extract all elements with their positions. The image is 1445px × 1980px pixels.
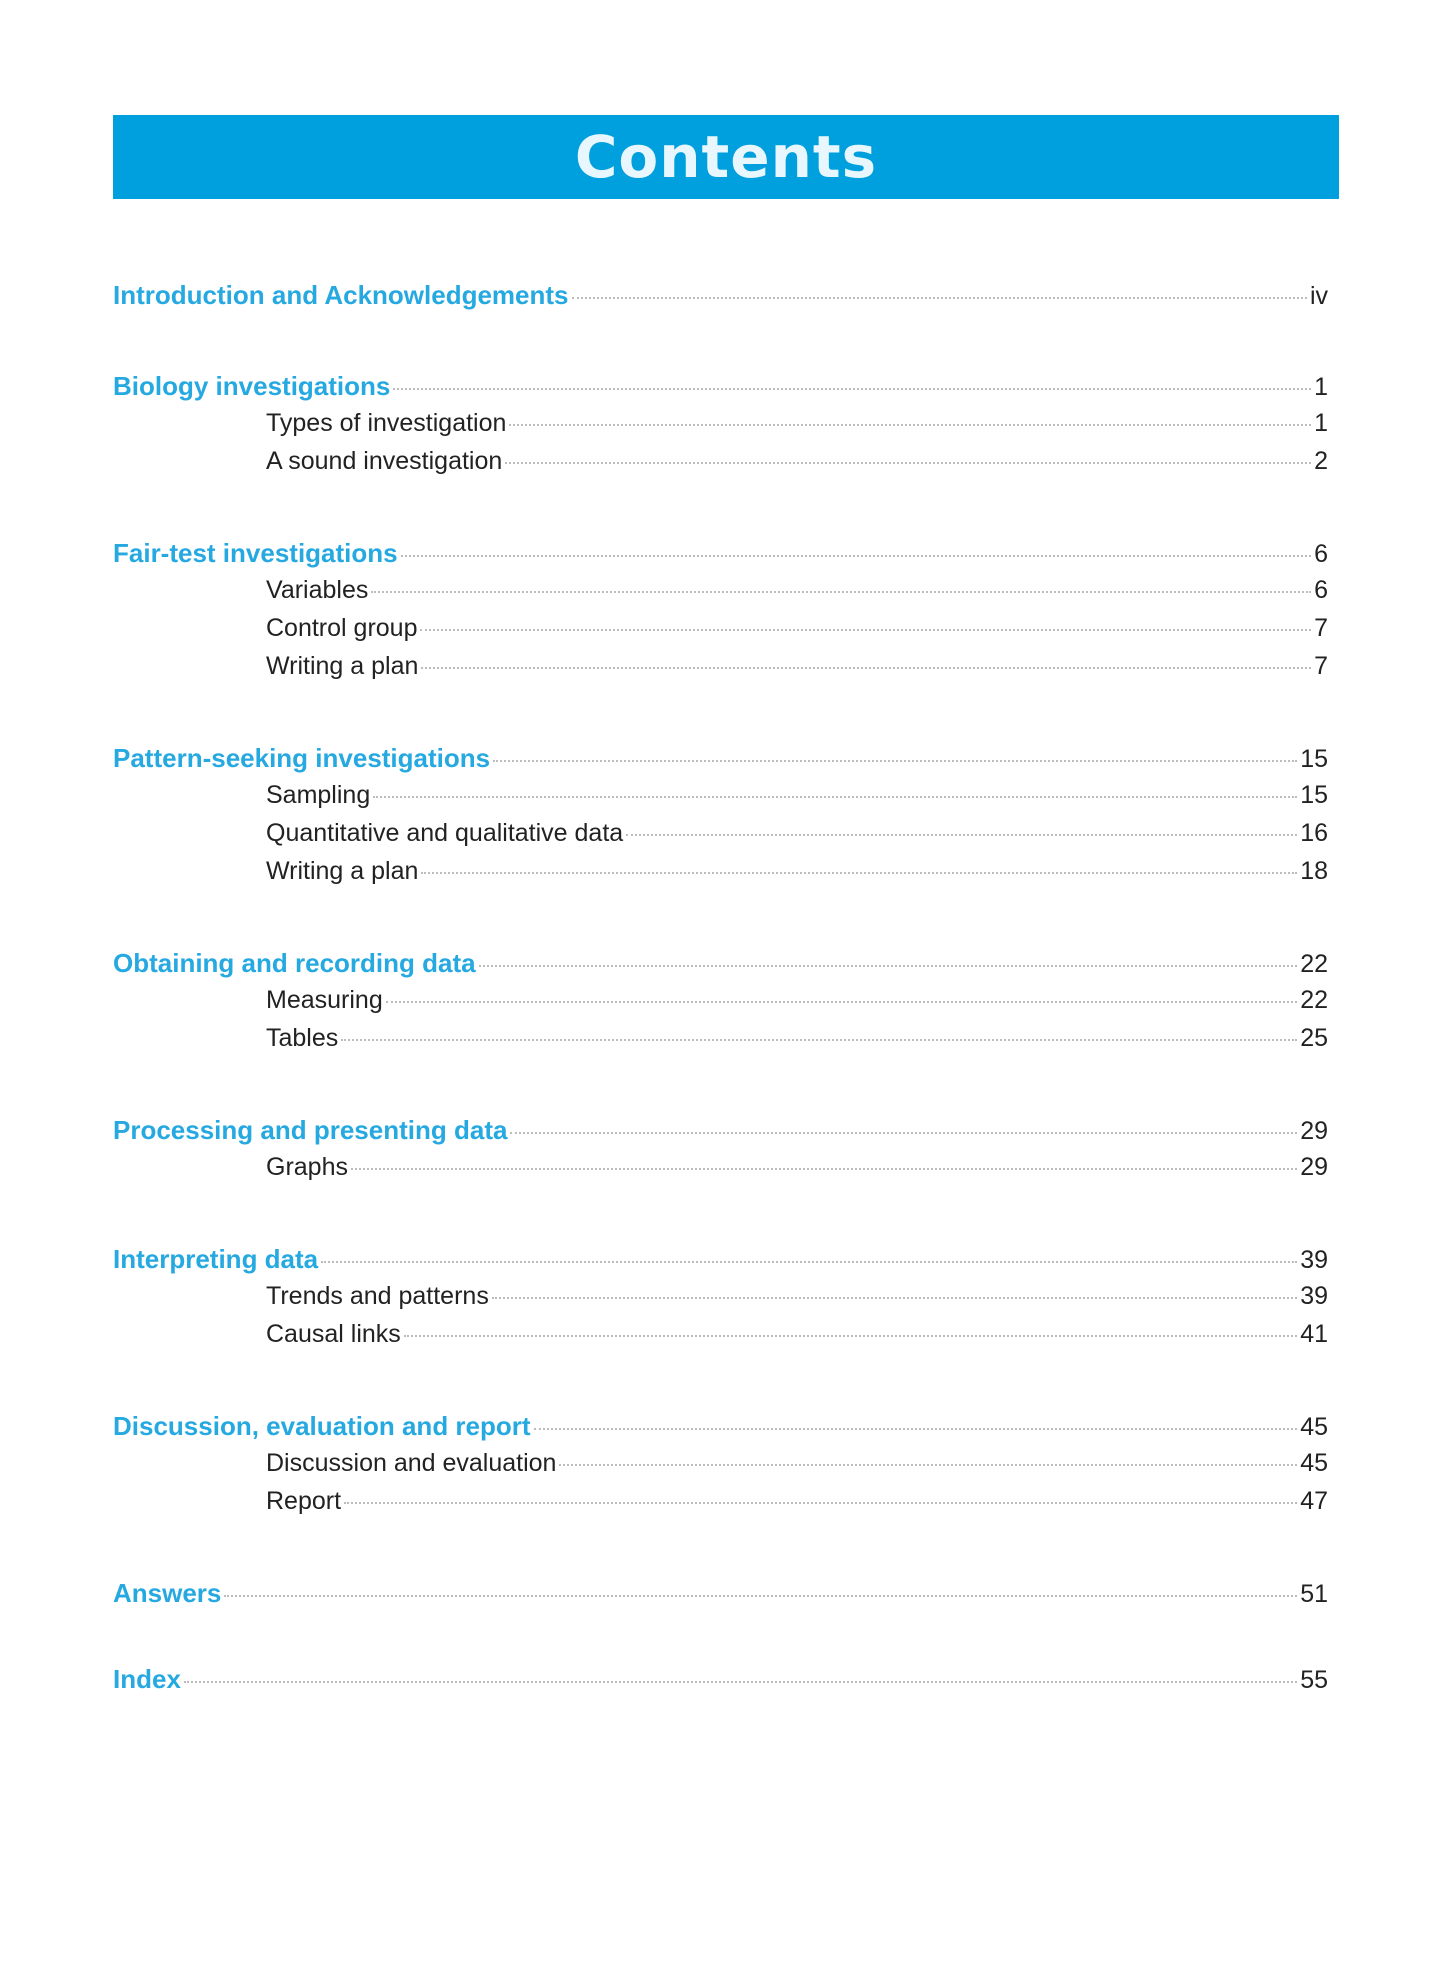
dot-leader	[371, 591, 1311, 593]
toc-subentry-title: Variables	[266, 576, 369, 604]
toc-section	[113, 1244, 1328, 1358]
dot-leader	[421, 667, 1311, 669]
toc-subentry-title: Control group	[266, 614, 418, 642]
toc-entry[interactable]	[113, 1244, 1328, 1282]
dot-leader	[479, 965, 1298, 967]
dot-leader	[510, 1132, 1297, 1134]
toc-page-number: 41	[1300, 1320, 1328, 1348]
toc-subentry-title: Types of investigation	[266, 409, 507, 437]
toc-subentry[interactable]	[113, 857, 1328, 895]
toc-page-number: 18	[1300, 857, 1328, 885]
toc-subentry-title: Tables	[266, 1024, 339, 1052]
toc-page-number: 6	[1314, 576, 1328, 604]
dot-leader	[509, 424, 1311, 426]
toc-page-number: 39	[1300, 1282, 1328, 1310]
toc-subentry[interactable]	[113, 447, 1328, 485]
toc-subentry[interactable]	[113, 652, 1328, 690]
toc-page-number: 45	[1300, 1449, 1328, 1477]
toc-entry-title: Interpreting data	[113, 1244, 319, 1274]
toc-entry-title: Fair-test investigations	[113, 538, 398, 568]
toc-section	[113, 538, 1328, 690]
toc-subentry-title: Sampling	[266, 781, 371, 809]
toc-subentry-title: Graphs	[266, 1153, 348, 1181]
dot-leader	[420, 629, 1311, 631]
toc-entry-title: Index	[113, 1664, 181, 1694]
dot-leader	[505, 462, 1311, 464]
toc-page-number: 55	[1300, 1666, 1328, 1694]
dot-leader	[421, 872, 1297, 874]
toc-entry[interactable]	[113, 1115, 1328, 1153]
toc-page-number: 2	[1314, 447, 1328, 475]
table-of-contents	[113, 280, 1328, 1750]
dot-leader	[351, 1168, 1297, 1170]
toc-page-number: 22	[1300, 950, 1328, 978]
toc-subentry-title: Discussion and evaluation	[266, 1449, 557, 1477]
toc-entry-title: Answers	[113, 1578, 222, 1608]
toc-subentry-title: Trends and patterns	[266, 1282, 489, 1310]
toc-subentry[interactable]	[113, 1487, 1328, 1525]
toc-subentry[interactable]	[113, 1449, 1328, 1487]
dot-leader	[341, 1039, 1297, 1041]
toc-page-number: 15	[1300, 745, 1328, 773]
toc-subentry[interactable]	[113, 819, 1328, 857]
toc-section	[113, 948, 1328, 1062]
dot-leader	[344, 1502, 1297, 1504]
toc-entry[interactable]	[113, 1664, 1328, 1702]
toc-section	[113, 1115, 1328, 1191]
toc-section	[113, 371, 1328, 485]
toc-entry-title: Introduction and Acknowledgements	[113, 280, 569, 310]
toc-section	[113, 1411, 1328, 1525]
dot-leader	[404, 1335, 1297, 1337]
toc-section	[113, 1664, 1328, 1702]
toc-entry[interactable]	[113, 743, 1328, 781]
toc-subentry-title: Measuring	[266, 986, 383, 1014]
toc-page-number: iv	[1309, 282, 1328, 310]
toc-page-number: 47	[1300, 1487, 1328, 1515]
dot-leader	[224, 1595, 1297, 1597]
dot-leader	[492, 1297, 1297, 1299]
toc-subentry-title: Report	[266, 1487, 342, 1515]
dot-leader	[401, 555, 1311, 557]
dot-leader	[493, 760, 1297, 762]
toc-page-number: 16	[1300, 819, 1328, 847]
toc-subentry[interactable]	[113, 1024, 1328, 1062]
toc-page-number: 1	[1314, 373, 1328, 401]
toc-page-number: 6	[1314, 540, 1328, 568]
toc-subentry[interactable]	[113, 614, 1328, 652]
dot-leader	[559, 1464, 1297, 1466]
toc-entry[interactable]	[113, 948, 1328, 986]
toc-page-number: 45	[1300, 1413, 1328, 1441]
toc-entry[interactable]	[113, 1578, 1328, 1616]
dot-leader	[393, 388, 1311, 390]
dot-leader	[626, 834, 1297, 836]
toc-entry-title: Discussion, evaluation and report	[113, 1411, 531, 1441]
toc-subentry-title: Writing a plan	[266, 652, 419, 680]
toc-entry-title: Biology investigations	[113, 371, 391, 401]
toc-section	[113, 1578, 1328, 1616]
toc-subentry[interactable]	[113, 1153, 1328, 1191]
toc-subentry[interactable]	[113, 1282, 1328, 1320]
toc-page-number: 25	[1300, 1024, 1328, 1052]
toc-entry[interactable]	[113, 538, 1328, 576]
toc-subentry-title: Causal links	[266, 1320, 401, 1348]
toc-page-number: 22	[1300, 986, 1328, 1014]
dot-leader	[321, 1261, 1297, 1263]
dot-leader	[534, 1428, 1298, 1430]
toc-entry[interactable]	[113, 280, 1328, 318]
toc-subentry-title: A sound investigation	[266, 447, 503, 475]
toc-page-number: 1	[1314, 409, 1328, 437]
toc-section	[113, 280, 1328, 318]
dot-leader	[184, 1681, 1297, 1683]
toc-page-number: 39	[1300, 1246, 1328, 1274]
toc-entry-title: Processing and presenting data	[113, 1115, 508, 1145]
toc-subentry[interactable]	[113, 409, 1328, 447]
dot-leader	[572, 297, 1307, 299]
toc-page-number: 7	[1314, 652, 1328, 680]
dot-leader	[373, 796, 1297, 798]
toc-subentry[interactable]	[113, 1320, 1328, 1358]
toc-section	[113, 743, 1328, 895]
toc-page-number: 15	[1300, 781, 1328, 809]
toc-page-number: 29	[1300, 1153, 1328, 1181]
toc-subentry[interactable]	[113, 986, 1328, 1024]
toc-subentry-title: Writing a plan	[266, 857, 419, 885]
contents-title-bar	[113, 115, 1339, 199]
page-title: Contents	[574, 123, 878, 191]
toc-subentry[interactable]	[113, 576, 1328, 614]
toc-page-number: 51	[1300, 1580, 1328, 1608]
toc-subentry-title: Quantitative and qualitative data	[266, 819, 624, 847]
toc-entry-title: Pattern-seeking investigations	[113, 743, 491, 773]
toc-page-number: 29	[1300, 1117, 1328, 1145]
toc-page-number: 7	[1314, 614, 1328, 642]
toc-entry[interactable]	[113, 1411, 1328, 1449]
toc-subentry[interactable]	[113, 781, 1328, 819]
toc-entry[interactable]	[113, 371, 1328, 409]
toc-entry-title: Obtaining and recording data	[113, 948, 476, 978]
dot-leader	[386, 1001, 1297, 1003]
